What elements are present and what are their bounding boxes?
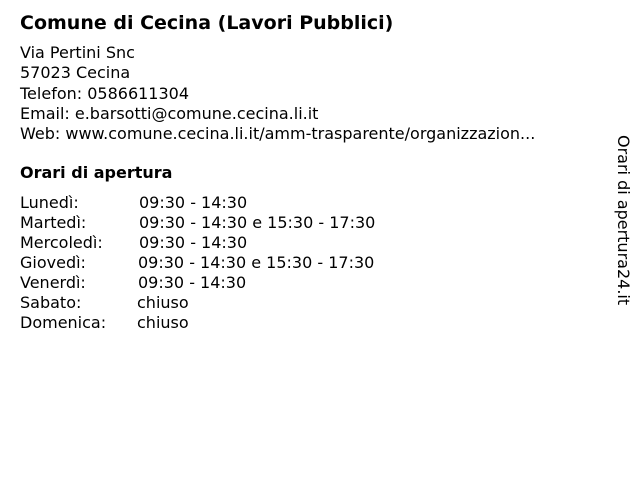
time-value: 09:30 - 14:30 [139, 193, 248, 212]
street-line: Via Pertini Snc [20, 43, 135, 62]
page-title: Comune di Cecina (Lavori Pubblici) [20, 12, 394, 34]
time-value: chiuso [137, 313, 189, 332]
phone-line: Telefon: 0586611304 [20, 83, 190, 103]
hours-heading: Orari di apertura [20, 163, 173, 182]
day-label: Mercoledì: [20, 233, 103, 252]
time-value: 09:30 - 14:30 [138, 273, 247, 292]
day-label: Domenica: [20, 313, 107, 332]
email-line: Email: e.barsotti@comune.cecina.li.it [20, 103, 319, 123]
time-value: 09:30 - 14:30 e 15:30 - 17:30 [139, 213, 376, 232]
day-label: Martedì: [20, 213, 87, 232]
web-line: Web: www.comune.cecina.li.it/amm-trasparente/organizzazion... [20, 124, 536, 144]
day-label: Sabato: [20, 293, 82, 312]
city-line: 57023 Cecina [20, 63, 131, 83]
site-watermark: Orari di apertura24.it [614, 135, 633, 306]
day-label: Giovedì: [20, 253, 86, 272]
day-label: Venerdì: [20, 273, 86, 292]
address-block [20, 43, 535, 144]
time-value: chiuso [137, 293, 189, 312]
time-value: 09:30 - 14:30 [139, 233, 248, 252]
day-label: Lunedì: [20, 193, 79, 212]
time-value: 09:30 - 14:30 e 15:30 - 17:30 [138, 253, 375, 272]
